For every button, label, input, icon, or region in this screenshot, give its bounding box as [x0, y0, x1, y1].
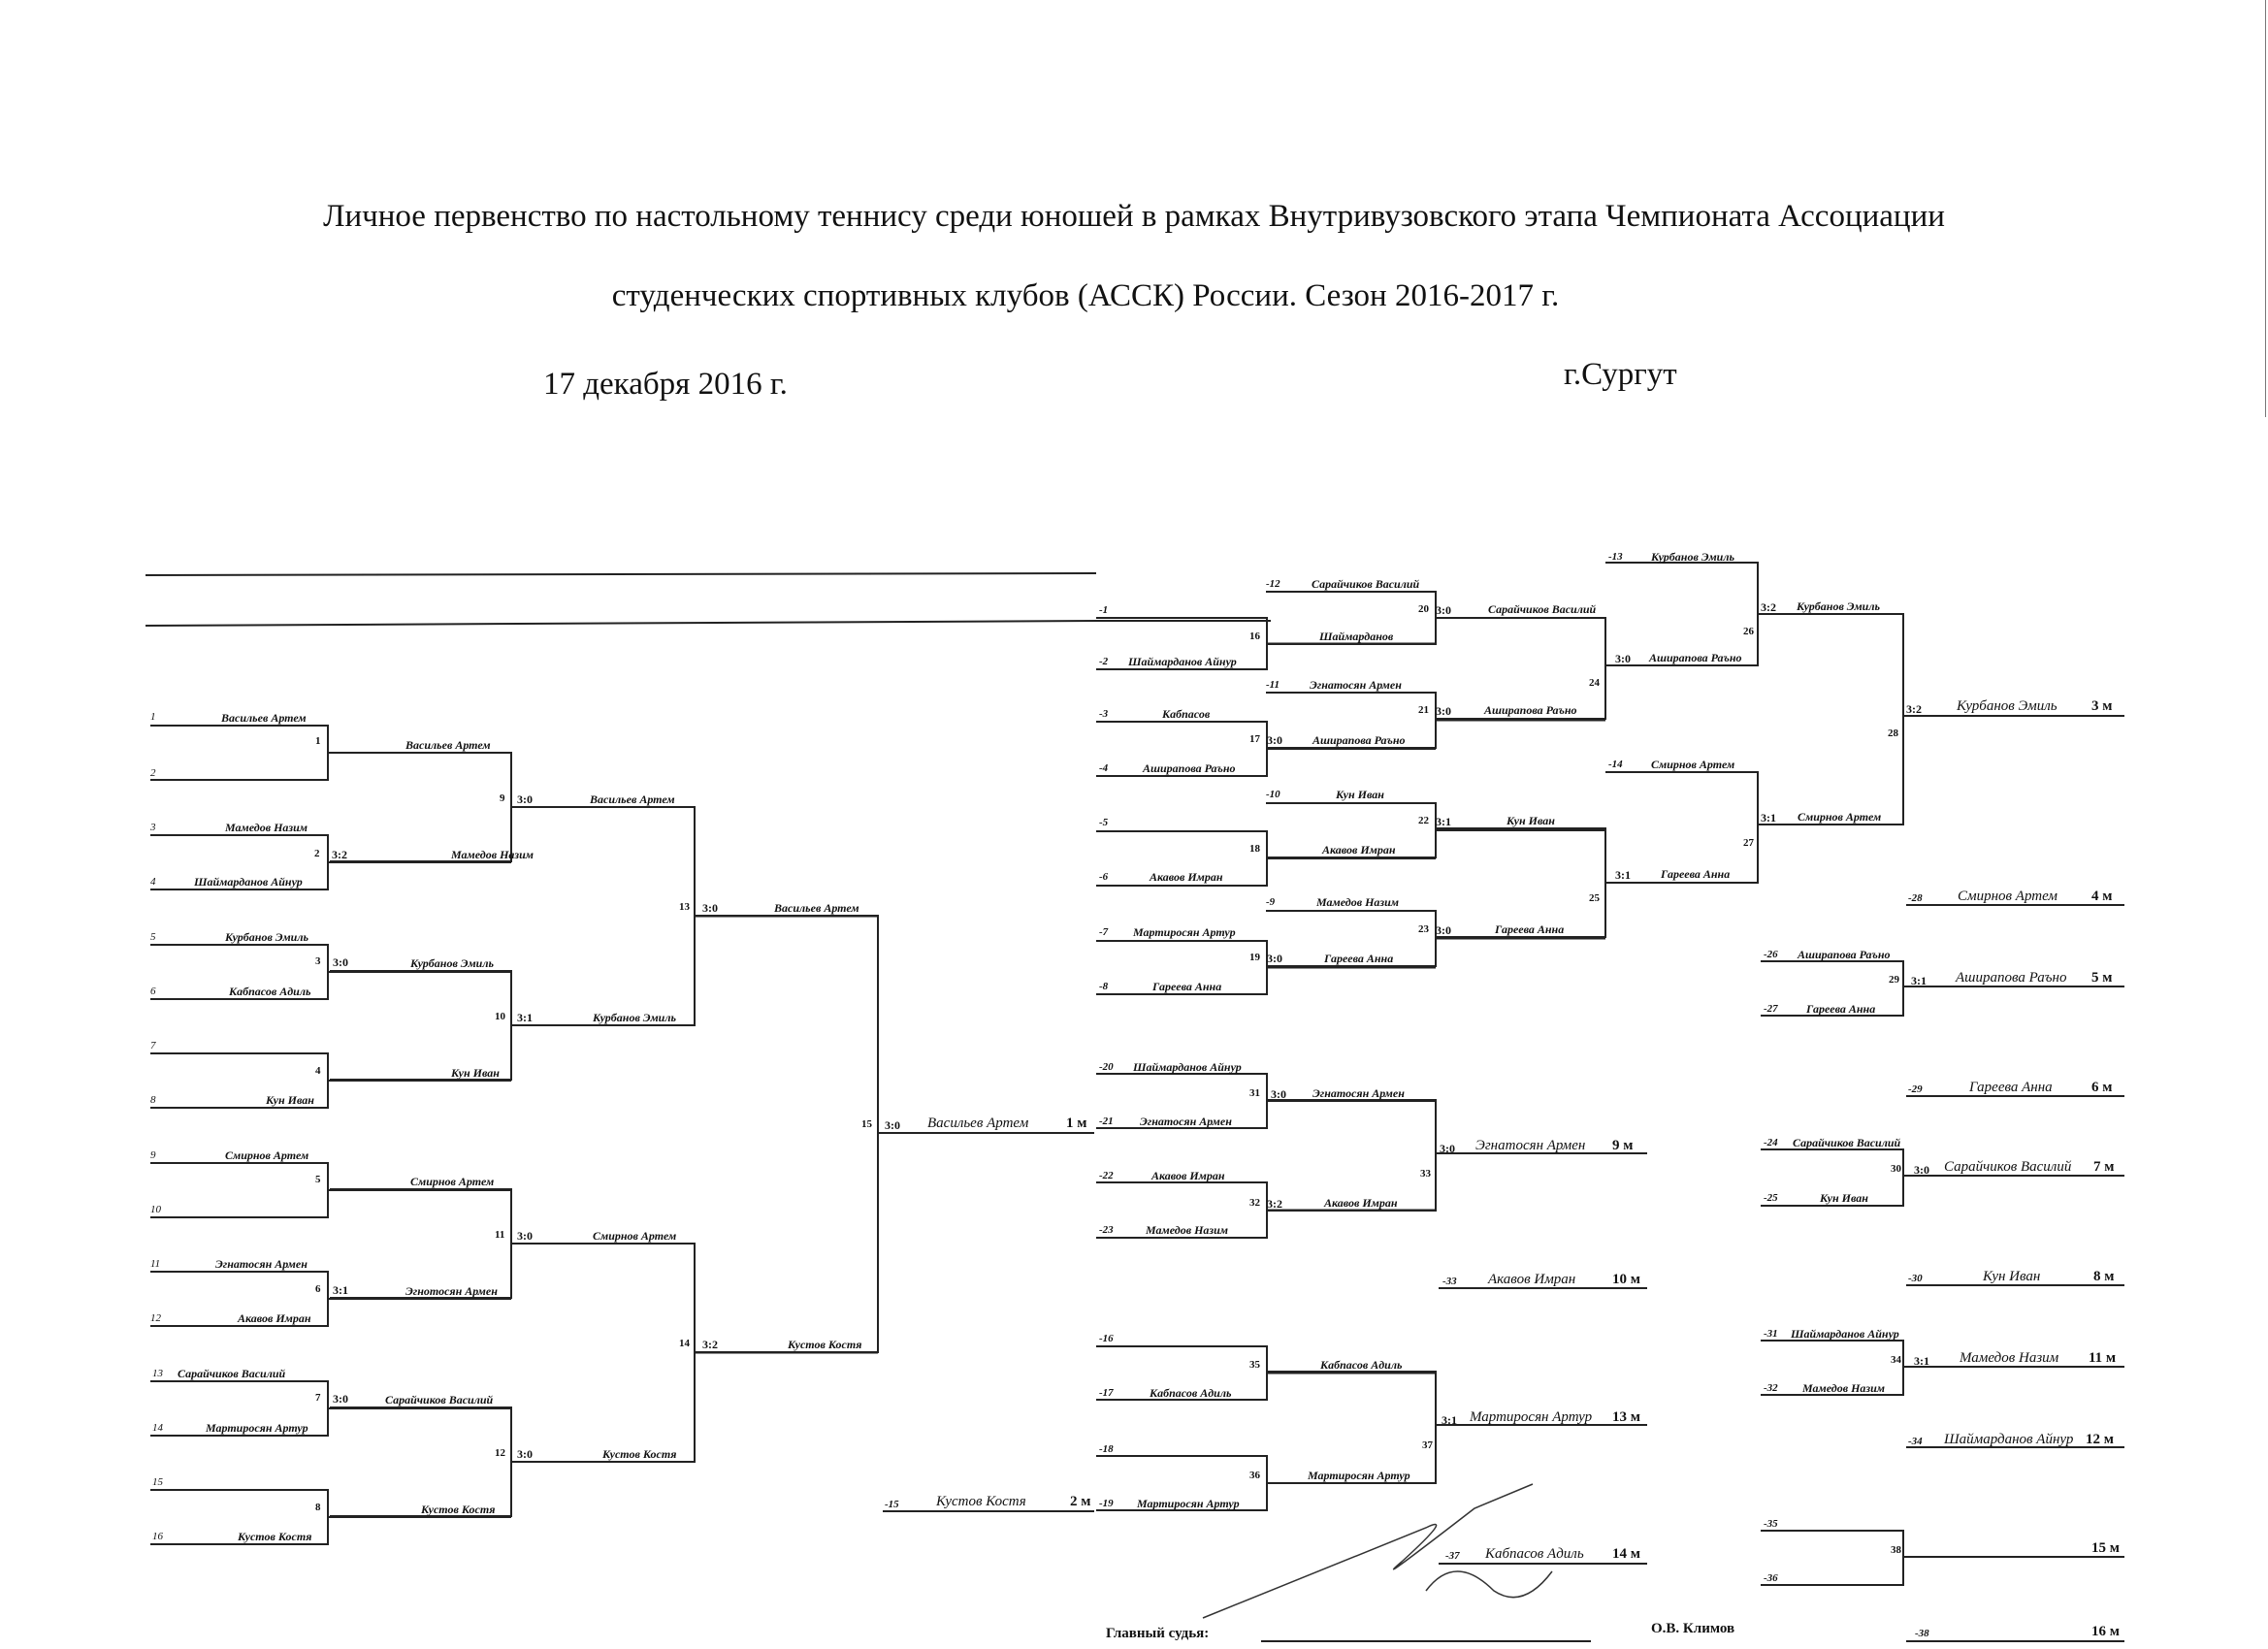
match-score: 3:0 — [517, 1447, 533, 1461]
match-score: 3:0 — [1440, 1142, 1455, 1155]
match-score: 3:1 — [1442, 1413, 1457, 1427]
match-number: 28 — [1888, 728, 1898, 739]
match-score: 3:0 — [1267, 952, 1282, 965]
match-score: 3:1 — [1914, 1354, 1929, 1368]
r2-player: Мамедов Назим — [451, 848, 534, 861]
bracket-pair — [1267, 1100, 1436, 1211]
match-number: 10 — [495, 1011, 505, 1022]
place-8: 8 м — [2093, 1269, 2115, 1284]
match-number: 38 — [1891, 1544, 1901, 1556]
r1-player: Сарайчиков Василий — [178, 1367, 286, 1380]
player-name: Мамедов Назим — [1316, 895, 1399, 909]
loser-code: -5 — [1099, 817, 1109, 828]
match-number: 34 — [1891, 1354, 1901, 1366]
player-name: Аширапова Раъно — [1956, 970, 2067, 986]
sf-player: Васильев Артем — [774, 901, 859, 915]
loser-code: -17 — [1099, 1387, 1114, 1399]
match-score: 3:0 — [1436, 603, 1451, 617]
match-score: 3:0 — [333, 955, 348, 969]
loser-code: -38 — [1915, 1628, 1929, 1639]
seed-13: 13 — [152, 1368, 163, 1379]
player-name: Эгнатосян Армен — [1475, 1138, 1586, 1153]
player-name: Сарайчиков Василий — [1488, 602, 1597, 616]
bracket-pair — [330, 971, 511, 1080]
player-name: Гареева Анна — [1495, 922, 1565, 936]
bracket-pair — [330, 753, 511, 861]
player-name: Аширапова Раъно — [1484, 703, 1577, 717]
event-city: г.Сургут — [1564, 357, 1677, 392]
match-number: 23 — [1418, 923, 1429, 935]
match-number: 7 — [315, 1392, 321, 1404]
place-16: 16 м — [2091, 1624, 2120, 1639]
match-score: 3:0 — [333, 1392, 348, 1406]
match-number: 20 — [1418, 603, 1429, 615]
match-number: 25 — [1589, 892, 1600, 904]
r3-player: Курбанов Эмиль — [593, 1011, 676, 1024]
loser-code: -3 — [1099, 708, 1109, 720]
seed-15: 15 — [152, 1476, 163, 1488]
player-name: Сарайчиков Василий — [1944, 1159, 2072, 1175]
match-number: 31 — [1249, 1087, 1260, 1099]
r3-player: Кустов Костя — [602, 1447, 677, 1461]
player-name: Шаймарданов Айнур — [1133, 1060, 1242, 1074]
r2-player: Смирнов Артем — [410, 1175, 495, 1188]
loser-code: -18 — [1099, 1443, 1114, 1455]
match-number: 5 — [315, 1174, 321, 1185]
loser-code: -31 — [1764, 1328, 1778, 1340]
loser-code: -7 — [1099, 926, 1109, 938]
title-line-2: студенческих спортивных клубов (АССК) России. Сезон 2016-2017 г. — [611, 278, 1560, 313]
match-number: 17 — [1249, 733, 1260, 745]
seed-14: 14 — [152, 1422, 163, 1434]
place-9: 9 м — [1612, 1138, 1634, 1153]
match-number: 13 — [679, 901, 690, 913]
champion-name: Васильев Артем — [927, 1116, 1029, 1131]
player-name: Аширапова Раъно — [1649, 651, 1742, 664]
seed-9: 9 — [150, 1149, 156, 1161]
bracket-pair — [695, 916, 878, 1352]
place-12: 12 м — [2086, 1432, 2114, 1447]
r1-player: Мамедов Назим — [225, 821, 308, 834]
bracket-pair — [330, 1407, 511, 1516]
match-number: 21 — [1418, 704, 1429, 716]
match-score: 3:0 — [1267, 733, 1282, 747]
player-name: Кун Иван — [1336, 788, 1384, 801]
r1-player: Акавов Имран — [238, 1311, 311, 1325]
loser-code: -11 — [1266, 679, 1280, 691]
place-15: 15 м — [2091, 1540, 2120, 1556]
r1-player: Эгнатосян Армен — [215, 1257, 308, 1271]
match-number: 18 — [1249, 843, 1260, 855]
player-name: Сарайчиков Василий — [1793, 1136, 1901, 1149]
loser-code: -27 — [1764, 1003, 1778, 1015]
player-name: Мартиросян Артур — [1308, 1469, 1410, 1482]
player-name: Кун Иван — [1507, 814, 1555, 827]
player-name: Смирнов Артем — [1958, 889, 2057, 904]
loser-code: -22 — [1099, 1170, 1114, 1181]
bracket-pair — [1267, 1372, 1436, 1483]
place-13: 13 м — [1612, 1409, 1640, 1425]
player-name: Гареева Анна — [1969, 1080, 2053, 1095]
match-score: 3:0 — [1914, 1163, 1929, 1177]
bracket-pair — [511, 807, 695, 1025]
seed-11: 11 — [150, 1258, 161, 1270]
sf-player: Кустов Костя — [788, 1338, 862, 1351]
r2-player: Курбанов Эмиль — [410, 956, 494, 970]
player-name: Мартиросян Артур — [1137, 1497, 1240, 1510]
match-score: 3:2 — [1906, 702, 1922, 716]
loser-code: -32 — [1764, 1382, 1778, 1394]
player-name: Акавов Имран — [1322, 843, 1396, 857]
player-name: Сарайчиков Василий — [1312, 577, 1420, 591]
match-score: 3:0 — [1615, 652, 1631, 665]
player-name: Курбанов Эмиль — [1797, 599, 1880, 613]
seed-2: 2 — [150, 767, 156, 779]
player-name: Аширапова Раъно — [1312, 733, 1406, 747]
bracket-pair — [1761, 1531, 1903, 1585]
player-name: Гареева Анна — [1152, 980, 1222, 993]
match-number: 3 — [315, 955, 321, 967]
r1-player: Мартиросян Артур — [206, 1421, 308, 1435]
loser-code: -35 — [1764, 1518, 1778, 1530]
match-number: 11 — [495, 1229, 505, 1241]
player-name: Эгнатосян Армен — [1310, 678, 1402, 692]
r1-player: Смирнов Артем — [225, 1148, 309, 1162]
r1-player: Кустов Костя — [238, 1530, 312, 1543]
player-name: Акавов Имран — [1151, 1169, 1225, 1182]
match-number: 9 — [500, 792, 505, 804]
player-name: Гареева Анна — [1324, 952, 1394, 965]
loser-code: -25 — [1764, 1192, 1778, 1204]
match-number: 14 — [679, 1338, 690, 1349]
seed-10: 10 — [150, 1204, 161, 1215]
seed-4: 4 — [150, 876, 156, 888]
loser-code: -36 — [1764, 1572, 1778, 1584]
event-date: 17 декабря 2016 г. — [543, 367, 788, 402]
match-number: 27 — [1743, 837, 1754, 849]
match-score: 3:2 — [702, 1338, 718, 1351]
loser-code: -29 — [1908, 1083, 1923, 1095]
r1-player: Кабпасов Адиль — [229, 985, 311, 998]
player-name: Аширапова Раъно — [1143, 761, 1236, 775]
match-number: 6 — [315, 1283, 321, 1295]
match-number: 2 — [314, 848, 320, 859]
title-line-1: Личное первенство по настольному теннису среди юношей в рамках Внутривузовского этапа Чемпионата Ассоциации — [323, 199, 1945, 234]
bracket-pair — [1436, 828, 1605, 937]
match-score: 3:2 — [1761, 600, 1776, 614]
judge-label: Главный судья: — [1106, 1626, 1210, 1641]
place-5: 5 м — [2091, 970, 2113, 986]
match-score: 3:0 — [1436, 704, 1451, 718]
place-10: 10 м — [1612, 1272, 1640, 1287]
r2-player: Кун Иван — [451, 1066, 500, 1080]
bracket-pair — [150, 1163, 328, 1217]
header-rule-1 — [146, 573, 1096, 575]
loser-code: -21 — [1099, 1116, 1114, 1127]
match-number: 36 — [1249, 1470, 1260, 1481]
place-14: 14 м — [1612, 1546, 1640, 1562]
loser-code: -9 — [1266, 896, 1276, 908]
bracket-pair — [330, 1189, 511, 1298]
player-name: Кабпасов — [1162, 707, 1211, 721]
match-number: 37 — [1422, 1439, 1433, 1451]
player-name: Эгнатосян Армен — [1312, 1086, 1405, 1100]
loser-code: -37 — [1445, 1550, 1460, 1562]
match-score: 3:2 — [1267, 1197, 1282, 1211]
match-number: 30 — [1891, 1163, 1901, 1175]
match-number: 4 — [315, 1065, 321, 1077]
player-name: Шаймарданов Айнур — [1791, 1327, 1899, 1341]
seed-3: 3 — [150, 822, 156, 833]
loser-code: -6 — [1099, 871, 1109, 883]
player-name: Гареева Анна — [1661, 867, 1731, 881]
seed-16: 16 — [152, 1531, 163, 1542]
r1-player: Кун Иван — [266, 1093, 314, 1107]
place-4: 4 м — [2091, 889, 2113, 904]
r2-player: Сарайчиков Василий — [385, 1393, 494, 1406]
loser-code: -24 — [1764, 1137, 1778, 1148]
match-number: 33 — [1420, 1168, 1431, 1180]
player-name: Мартиросян Артур — [1133, 925, 1236, 939]
loser-code: -28 — [1908, 892, 1923, 904]
r1-player: Шаймарданов Айнур — [194, 875, 303, 889]
loser-code: -10 — [1266, 789, 1280, 800]
player-name: Акавов Имран — [1150, 870, 1223, 884]
place-6: 6 м — [2091, 1080, 2113, 1095]
player-name: Эгнатосян Армен — [1140, 1115, 1232, 1128]
match-score: 3:1 — [517, 1011, 533, 1024]
match-score: 3:1 — [1615, 868, 1631, 882]
runner-up-name: Кустов Костя — [936, 1494, 1026, 1509]
loser-code: -2 — [1099, 656, 1109, 667]
match-number: 26 — [1743, 626, 1754, 637]
player-name: Смирнов Артем — [1798, 810, 1882, 824]
player-name: Кун Иван — [1820, 1191, 1868, 1205]
loser-code: -8 — [1099, 981, 1109, 992]
player-name: Аширапова Раъно — [1798, 948, 1891, 961]
loser-code: -15 — [885, 1499, 899, 1510]
match-score: 3:1 — [1436, 815, 1451, 828]
place-1: 1 м — [1066, 1116, 1087, 1131]
match-number: 12 — [495, 1447, 505, 1459]
bracket-pair — [511, 1244, 695, 1462]
player-name: Курбанов Эмиль — [1651, 550, 1734, 564]
seed-8: 8 — [150, 1094, 156, 1106]
match-number: 1 — [315, 735, 321, 747]
loser-code: -20 — [1099, 1061, 1114, 1073]
seed-6: 6 — [150, 986, 156, 997]
r3-player: Смирнов Артем — [593, 1229, 677, 1243]
match-number: 15 — [861, 1118, 872, 1130]
place-2: 2 м — [1070, 1494, 1091, 1509]
loser-code: -4 — [1099, 762, 1109, 774]
seed-1: 1 — [150, 711, 156, 723]
player-name: Шаймарданов — [1319, 630, 1394, 643]
r2-player: Эгнотосян Армен — [405, 1284, 498, 1298]
match-number: 35 — [1249, 1359, 1260, 1371]
r2-player: Васильев Артем — [405, 738, 491, 752]
player-name: Шаймарданов Айнур — [1944, 1432, 2074, 1447]
loser-code: -14 — [1608, 759, 1623, 770]
player-name: Кабпасов Адиль — [1485, 1546, 1584, 1562]
match-score: 3:0 — [517, 1229, 533, 1243]
header-rule-2 — [146, 621, 1096, 626]
loser-code: -13 — [1608, 551, 1623, 563]
match-number: 8 — [315, 1502, 321, 1513]
loser-code: -23 — [1099, 1224, 1114, 1236]
loser-code: -16 — [1099, 1333, 1114, 1344]
r3-player: Васильев Артем — [590, 792, 675, 806]
judge-name: О.В. Климов — [1651, 1621, 1735, 1636]
match-number: 22 — [1418, 815, 1429, 826]
r1-player: Васильев Артем — [221, 711, 307, 725]
match-number: 29 — [1889, 974, 1899, 986]
player-name: Мартиросян Артур — [1470, 1409, 1593, 1425]
loser-code: -30 — [1908, 1273, 1923, 1284]
player-name: Мамедов Назим — [1960, 1350, 2059, 1366]
match-number: 19 — [1249, 952, 1260, 963]
player-name: Кабпасов Адиль — [1150, 1386, 1232, 1400]
bracket-pair — [1758, 614, 1903, 824]
match-score: 3:0 — [702, 901, 718, 915]
place-7: 7 м — [2093, 1159, 2115, 1175]
player-name: Шаймарданов Айнур — [1128, 655, 1237, 668]
r2-player: Кустов Костя — [421, 1503, 496, 1516]
player-name: Курбанов Эмиль — [1957, 698, 2057, 714]
match-number: 16 — [1249, 630, 1260, 642]
loser-code: -19 — [1099, 1498, 1114, 1509]
match-score: 3:1 — [1911, 974, 1927, 987]
match-score: 3:1 — [333, 1283, 348, 1297]
loser-code: -33 — [1442, 1276, 1457, 1287]
place-11: 11 м — [2089, 1350, 2117, 1366]
seed-7: 7 — [150, 1040, 156, 1051]
match-number: 24 — [1589, 677, 1600, 689]
loser-code: -12 — [1266, 578, 1280, 590]
player-name: Акавов Имран — [1488, 1272, 1576, 1287]
match-score: 3:0 — [1436, 923, 1451, 937]
player-name: Акавов Имран — [1324, 1196, 1398, 1210]
match-number: 32 — [1249, 1197, 1260, 1209]
player-name: Кабпасов Адиль — [1320, 1358, 1403, 1372]
player-name: Смирнов Артем — [1651, 758, 1735, 771]
r1-player: Курбанов Эмиль — [225, 930, 308, 944]
match-score: 3:0 — [885, 1118, 900, 1132]
seed-12: 12 — [150, 1312, 161, 1324]
match-score: 3:0 — [1271, 1087, 1286, 1101]
seed-5: 5 — [150, 931, 156, 943]
player-name: Гареева Анна — [1806, 1002, 1876, 1016]
match-score: 3:1 — [1761, 811, 1776, 824]
loser-code: -1 — [1099, 604, 1109, 616]
bracket-pair — [150, 726, 328, 780]
loser-code: -26 — [1764, 949, 1778, 960]
match-score: 3:0 — [517, 792, 533, 806]
loser-code: -34 — [1908, 1436, 1923, 1447]
player-name: Мамедов Назим — [1802, 1381, 1885, 1395]
place-3: 3 м — [2091, 698, 2113, 714]
player-name: Кун Иван — [1983, 1269, 2041, 1284]
bracket-pair — [1605, 772, 1758, 883]
match-score: 3:2 — [332, 848, 347, 861]
player-name: Мамедов Назим — [1146, 1223, 1228, 1237]
